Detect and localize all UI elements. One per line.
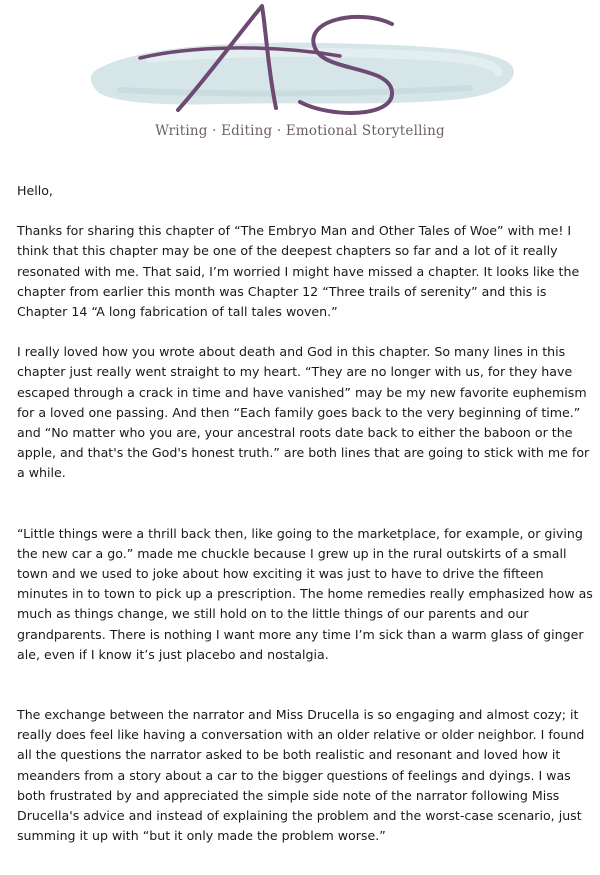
paragraph: I really loved how you wrote about death and God in this chapter. So many lines in this chapter just really went straight to my heart. “They are no longer with us, for they have escaped through a crack in time and have vanished” may be my new favorite euphemism for a loved one passing. And then “Each family goes back to the very beginning of time.” and “No matter who you are, your ancestral roots date back to either the baboon or the apple, and that's the God's honest truth.” are both lines that are going to stick with me for a while. [17, 344, 590, 481]
paragraph: The exchange between the narrator and Miss Drucella is so engaging and almost cozy; it really does feel like having a conversation with an older relative or older neighbor. I found all the questions the narrator asked to be both realistic and resonant and loved how it meanders from a story about a car to the bigger questions of feelings and dyings. I was both frustrated by and appreciated the simple side note of the narrator following Miss Drucella's advice and instead of explaining the problem and the worst-case scenario, just summing it up with “but it only made the problem worse.” [17, 707, 585, 844]
letter-body [17, 181, 593, 846]
tagline: Writing · Editing · Emotional Storytelling [155, 123, 445, 139]
paragraph: Thanks for sharing this chapter of “The Embryo Man and Other Tales of Woe” with me! I think that this chapter may be one of the deepest chapters so far and a lot of it really resonated with me. That said, I’m worried I might have missed a chapter. It looks like the chapter from earlier this month was Chapter 12 “Three trails of serenity” and this is Chapter 14 “A long fabrication of tall tales woven.” [17, 223, 580, 320]
paragraph: “Little things were a thrill back then, like going to the marketplace, for example, or giving the new car a go.” made me chuckle because I grew up in the rural outskirts of a small town and we used to joke about how exciting it was just to have to drive the fifteen minutes in to town to pick up a prescription. The home remedies really emphasized how as much as things change, we still hold on to the little things of our parents and our grandparents. There is nothing I want more any time I’m sick than a warm glass of ginger ale, even if I know it’s just placebo and nostalgia. [17, 525, 593, 662]
greeting: Hello, [17, 183, 53, 198]
as-logo [0, 0, 600, 130]
letterhead [0, 0, 600, 150]
